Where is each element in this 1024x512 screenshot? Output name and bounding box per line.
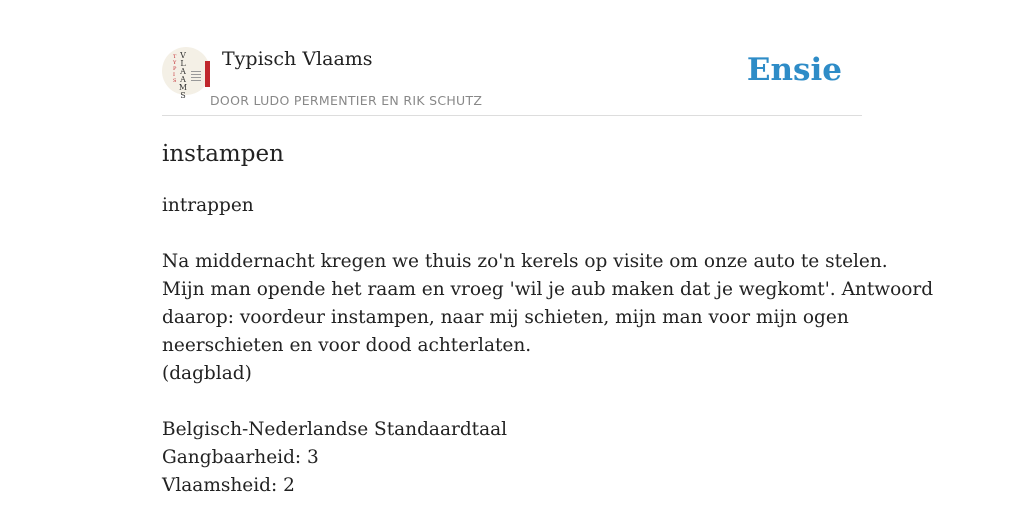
entry-content bbox=[162, 138, 934, 500]
book-logo[interactable] bbox=[162, 47, 210, 100]
gangbaarheid: Gangbaarheid: 3 bbox=[162, 447, 319, 468]
logo-stripe bbox=[205, 61, 210, 87]
book-title[interactable]: Typisch Vlaams bbox=[222, 48, 373, 70]
example-line: neerschieten en voor dood achterlaten. bbox=[162, 335, 532, 356]
example-line: daarop: voordeur instampen, naar mij schieten, mijn man voor mijn ogen bbox=[162, 307, 849, 328]
entry-example bbox=[162, 248, 934, 388]
example-line: Na middernacht kregen we thuis zo'n kerels op visite om onze auto te stelen. bbox=[162, 251, 888, 272]
header bbox=[162, 40, 862, 116]
logo-lines bbox=[191, 71, 201, 83]
entry-term: instampen bbox=[162, 141, 284, 167]
entry-meta bbox=[162, 416, 872, 500]
example-line: Mijn man opende het raam en vroeg 'wil je aub maken dat je wegkomt'. Antwoord bbox=[162, 279, 934, 300]
example-source: (dagblad) bbox=[162, 363, 252, 384]
logo-red-lettering: T Y P I S bbox=[173, 54, 177, 84]
byline: DOOR LUDO PERMENTIER EN RIK SCHUTZ bbox=[210, 93, 483, 108]
entry-meaning: intrappen bbox=[162, 195, 254, 216]
logo-lettering: V L A A M S bbox=[178, 51, 188, 100]
brand-logo[interactable]: Ensie bbox=[746, 52, 842, 88]
language-variant: Belgisch-Nederlandse Standaardtaal bbox=[162, 419, 508, 440]
vlaamsheid: Vlaamsheid: 2 bbox=[162, 475, 295, 496]
